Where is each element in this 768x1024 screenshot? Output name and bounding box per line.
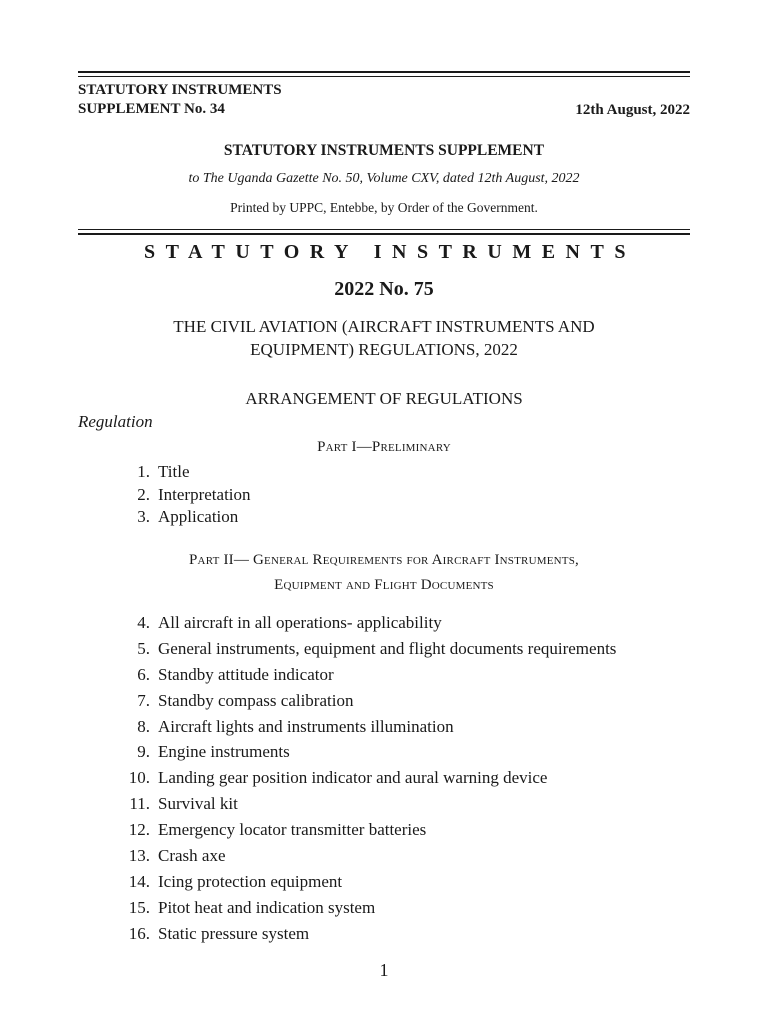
regulations-title: [78, 315, 690, 361]
instrument-number: 2022 No. 75: [334, 278, 434, 300]
list-item: [78, 714, 718, 740]
part-1-heading-line: Part I—Preliminary: [317, 439, 451, 455]
part-1-heading: [78, 439, 690, 456]
item-number: 8.: [137, 716, 150, 736]
item-text: Title: [158, 462, 190, 481]
part-2-heading-line1: Part II— General Requirements for Aircraft Instruments,: [189, 552, 579, 568]
part-1-list: [78, 461, 718, 529]
item-number: 3.: [137, 507, 150, 526]
part-2-heading: [78, 548, 690, 598]
list-item: [78, 791, 718, 817]
item-text: Survival kit: [158, 794, 238, 814]
item-text: Crash axe: [158, 846, 226, 866]
item-number: 5.: [137, 638, 150, 658]
item-text: Standby compass calibration: [158, 690, 354, 710]
list-item: [78, 869, 718, 895]
item-number: 9.: [137, 742, 150, 762]
supplement-title: STATUTORY INSTRUMENTS SUPPLEMENT: [223, 142, 545, 159]
list-item: [78, 895, 718, 921]
item-text: General instruments, equipment and flight documents requirements: [158, 638, 617, 658]
item-text: Application: [158, 507, 239, 526]
item-text: Standby attitude indicator: [158, 664, 334, 684]
list-item: [78, 484, 718, 507]
list-item: [78, 506, 718, 529]
regulations-title-line1: THE CIVIL AVIATION (AIRCRAFT INSTRUMENTS AND: [173, 317, 595, 336]
regulation-column-label: Regulation: [78, 412, 153, 431]
mid-rule-thin: [78, 229, 690, 230]
list-item: [78, 688, 718, 714]
item-number: 6.: [137, 664, 150, 684]
header-date: 12th August, 2022: [575, 102, 690, 118]
list-item: [78, 817, 718, 843]
item-number: 16.: [128, 923, 150, 943]
item-text: Aircraft lights and instruments illumination: [158, 716, 454, 736]
item-number: 11.: [129, 794, 150, 814]
supplement-subtitle: to The Uganda Gazette No. 50, Volume CXV, dated 12th August, 2022: [188, 171, 580, 186]
item-text: All aircraft in all operations- applicability: [158, 613, 442, 632]
item-number: 4.: [137, 613, 150, 632]
page-number: 1: [379, 960, 389, 980]
item-number: 2.: [137, 484, 150, 504]
list-item: [78, 739, 718, 765]
instruments-heading: STATUTORY INSTRUMENTS: [144, 241, 636, 263]
item-number: 15.: [128, 897, 150, 917]
printed-notice: Printed by UPPC, Entebbe, by Order of the Government.: [230, 200, 538, 215]
item-number: 1.: [137, 462, 150, 481]
item-number: 14.: [128, 871, 150, 891]
item-text: Engine instruments: [158, 742, 290, 762]
list-item: [78, 662, 718, 688]
list-item: [78, 636, 718, 662]
list-item: [78, 610, 718, 636]
item-text: Pitot heat and indication system: [158, 897, 376, 917]
part-2-list: [78, 610, 718, 947]
item-text: Emergency locator transmitter batteries: [158, 820, 427, 840]
item-text: Icing protection equipment: [158, 871, 343, 891]
list-item: [78, 765, 718, 791]
mid-rule-thick: [78, 233, 690, 235]
top-rule-thick: [78, 71, 690, 73]
item-number: 13.: [128, 846, 150, 866]
item-number: 12.: [128, 820, 150, 840]
regulations-title-line2: EQUIPMENT) REGULATIONS, 2022: [250, 340, 518, 359]
header-line2: SUPPLEMENT No. 34: [78, 101, 225, 117]
list-item: [78, 843, 718, 869]
item-text: Static pressure system: [158, 923, 310, 943]
item-text: Interpretation: [158, 484, 251, 504]
item-number: 10.: [128, 768, 150, 788]
top-rule-thin: [78, 76, 690, 77]
arrangement-heading: ARRANGEMENT OF REGULATIONS: [245, 389, 523, 408]
item-number: 7.: [137, 690, 150, 710]
part-2-heading-line2: Equipment and Flight Documents: [274, 577, 494, 593]
item-text: Landing gear position indicator and aural warning device: [158, 768, 548, 788]
list-item: [78, 921, 718, 947]
header-line1: STATUTORY INSTRUMENTS: [78, 82, 282, 98]
list-item: [78, 461, 718, 484]
header-block: [78, 81, 282, 119]
